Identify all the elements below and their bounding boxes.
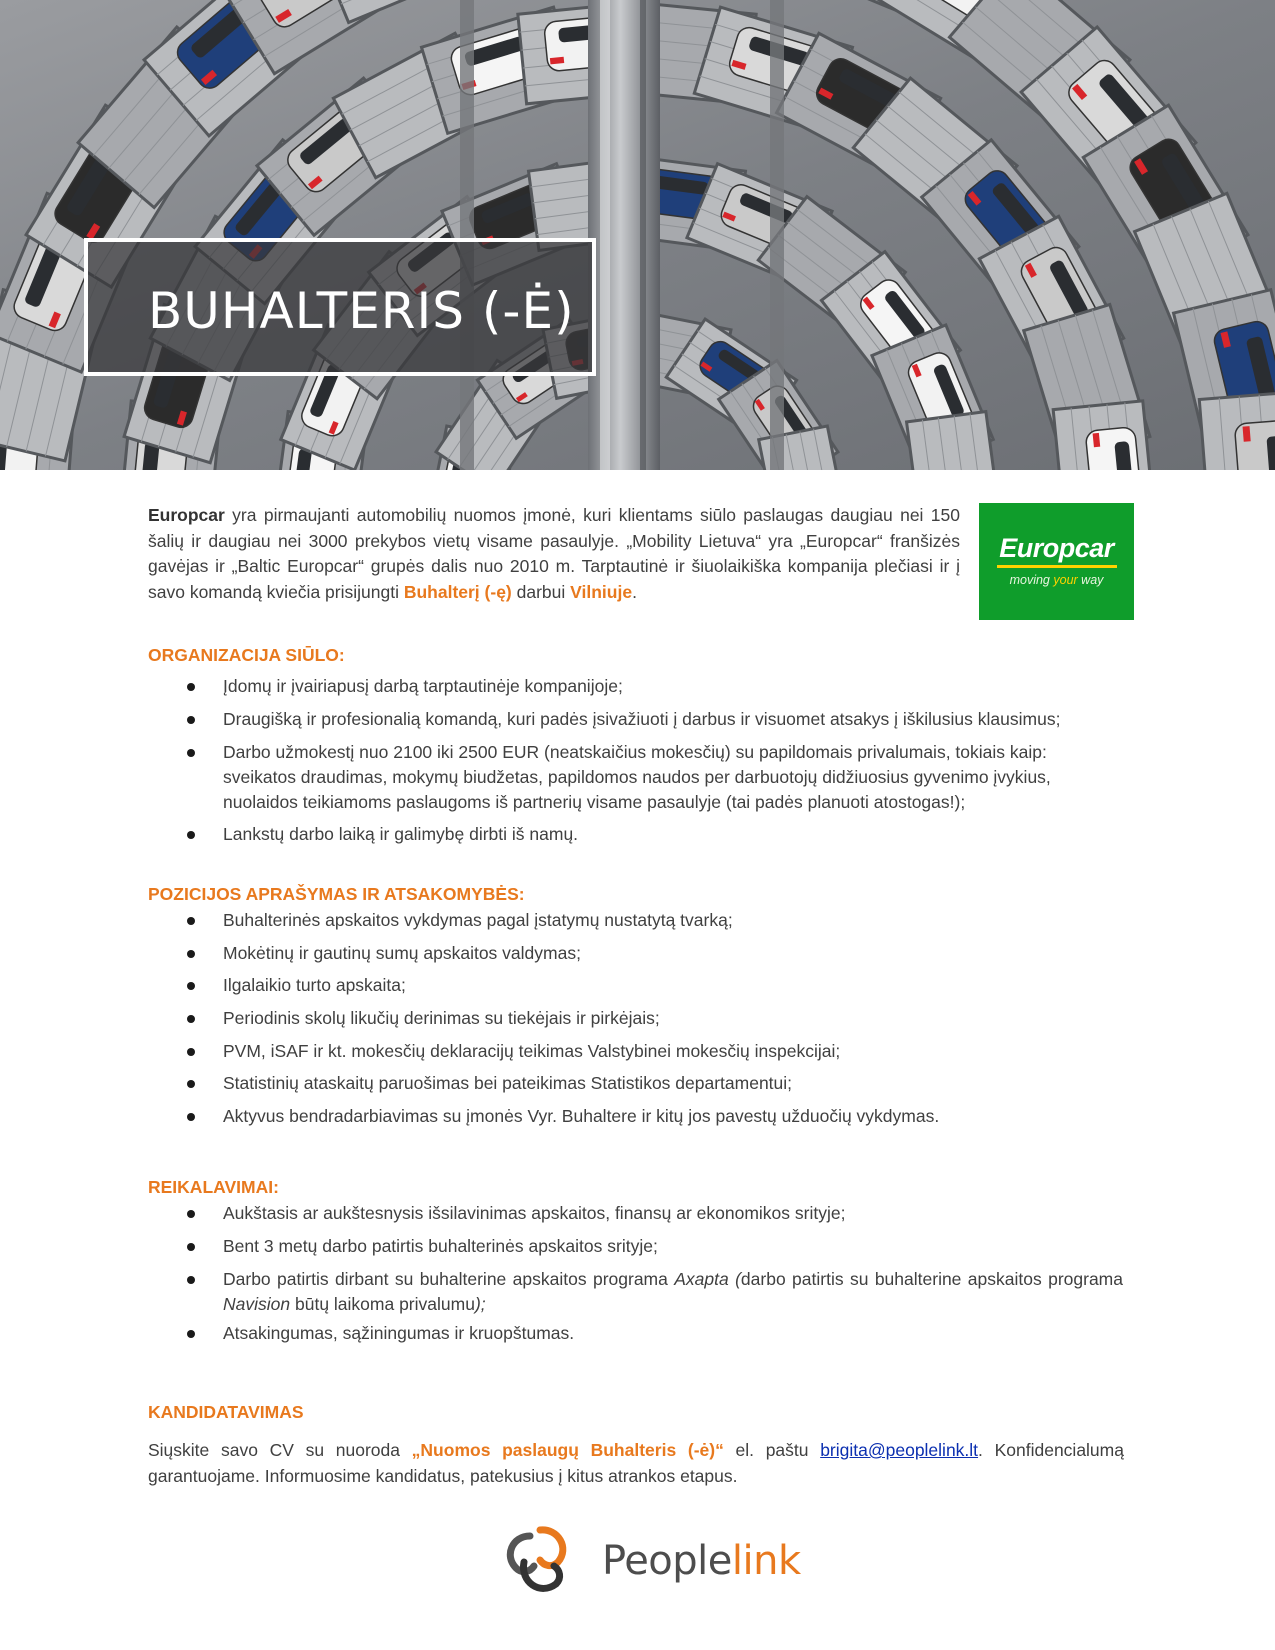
duties-section — [148, 882, 1124, 1126]
europcar-logo — [979, 503, 1134, 620]
list-item: Statistinių ataskaitų paruošimas bei pateikimas Statistikos departamentui; — [223, 1071, 1123, 1096]
job-title: BUHALTERIS (-Ė) — [148, 282, 575, 340]
list-item: PVM, iSAF ir kt. mokesčių deklaracijų teikimas Valstybinei mokesčių inspekcijai; — [223, 1039, 1123, 1064]
duties-heading: POZICIJOS APRAŠYMAS IR ATSAKOMYBĖS: — [148, 884, 525, 904]
parking-platform — [1199, 392, 1275, 470]
apply-reference: „Nuomos paslaugų Buhalteris (-ė)“ — [411, 1440, 724, 1460]
apply-section — [148, 1400, 1124, 1489]
city-name: Vilniuje — [570, 581, 633, 602]
parking-tower-photo — [0, 0, 1275, 470]
list-item: Buhalterinės apskaitos vykdymas pagal įstatymų nustatytą tvarką; — [223, 908, 1123, 933]
list-item: Draugišką ir profesionalią komandą, kuri padės įsivažiuoti į darbus ir visuomet atsakys į iškilusius klausimus; — [223, 707, 1123, 732]
list-item: Mokėtinų ir gautinų sumų apskaitos valdymas; — [223, 941, 1123, 966]
requirements-section — [148, 1175, 1124, 1343]
job-title-box — [84, 238, 596, 376]
offers-heading: ORGANIZACIJA SIŪLO: — [148, 645, 345, 665]
europcar-logo-tagline: moving your way — [1009, 573, 1104, 587]
intro-text: yra pirmaujanti automobilių nuomos įmonė, kuri klientams siūlo paslaugas daugiau nei 150 šalių ir daugiau nei 3000 prekybos vietų visame pasaulyje. „Mobility Lietuva“ yra „Europcar“ franšizės gavėjas ir „Baltic Europcar“ grupės dalis nuo 2010 m. Tarptautinė ir šiuolaikiška kompanija plečiasi ir į savo komandą kviečia prisijungti — [148, 505, 960, 602]
company-name: Europcar — [148, 505, 225, 525]
position-name: Buhalterį (-ę) — [403, 581, 512, 602]
list-item: Bent 3 metų darbo patirtis buhalterinės apskaitos srityje; — [223, 1234, 1123, 1259]
intro-paragraph — [148, 503, 960, 605]
list-item: Lankstų darbo laiką ir galimybę dirbti iš namų. — [223, 822, 1123, 847]
list-item: Įdomų ir įvairiapusį darbą tarptautinėje kompanijoje; — [223, 674, 1123, 699]
requirements-heading: REIKALAVIMAI: — [148, 1177, 279, 1197]
list-item: Darbo patirtis dirbant su buhalterine apskaitos programa Axapta (darbo patirtis su buhalterine apskaitos programa Navision būtų laikoma privalumu); — [223, 1267, 1123, 1317]
europcar-logo-name: Europcar — [999, 533, 1114, 563]
intro-text: darbui — [511, 581, 571, 602]
peoplelink-logo — [500, 1522, 801, 1602]
peoplelink-logo-word: Peoplelink — [602, 1538, 801, 1584]
parking-platform — [907, 412, 1003, 470]
europcar-logo-bar — [997, 565, 1117, 568]
apply-paragraph: Siųskite savo CV su nuoroda „Nuomos paslaugų Buhalteris (-ė)“ el. paštu brigita@peoplelink.lt. Konfidencialumą garantuojame. Informuosime kandidatus, patekusius į kitus atrankos etapus. — [148, 1440, 1124, 1486]
list-item: Aktyvus bendradarbiavimas su įmonės Vyr. Buhaltere ir kitų jos pavestų užduočių vykdymas. — [223, 1104, 1123, 1129]
peoplelink-logo-icon — [500, 1522, 580, 1602]
list-item: Darbo užmokestį nuo 2100 iki 2500 EUR (neatskaičius mokesčių) su papildomais privalumais, tokiais kaip: sveikatos draudimas, mokymų biudžetas, papildomos naudos per darbuotojų didžiuosius gyvenimo įvykius, nuolaidos teikiamoms paslaugoms iš partnerių visame pasaulyje (tai padės planuoti atostogas!); — [223, 740, 1123, 815]
list-item: Atsakingumas, sąžiningumas ir kruopštumas. — [223, 1321, 1123, 1346]
list-item: Ilgalaikio turto apskaita; — [223, 973, 1123, 998]
hero-image — [0, 0, 1275, 470]
intro-text: . — [632, 581, 637, 602]
offers-section — [148, 643, 1124, 844]
apply-heading: KANDIDATAVIMAS — [148, 1402, 304, 1422]
list-item: Aukštasis ar aukštesnysis išsilavinimas apskaitos, finansų ar ekonomikos srityje; — [223, 1201, 1123, 1226]
content — [148, 503, 1124, 1486]
parking-platform — [1053, 401, 1156, 470]
list-item: Periodinis skolų likučių derinimas su tiekėjais ir pirkėjais; — [223, 1006, 1123, 1031]
email-link[interactable]: brigita@peoplelink.lt — [820, 1440, 979, 1460]
